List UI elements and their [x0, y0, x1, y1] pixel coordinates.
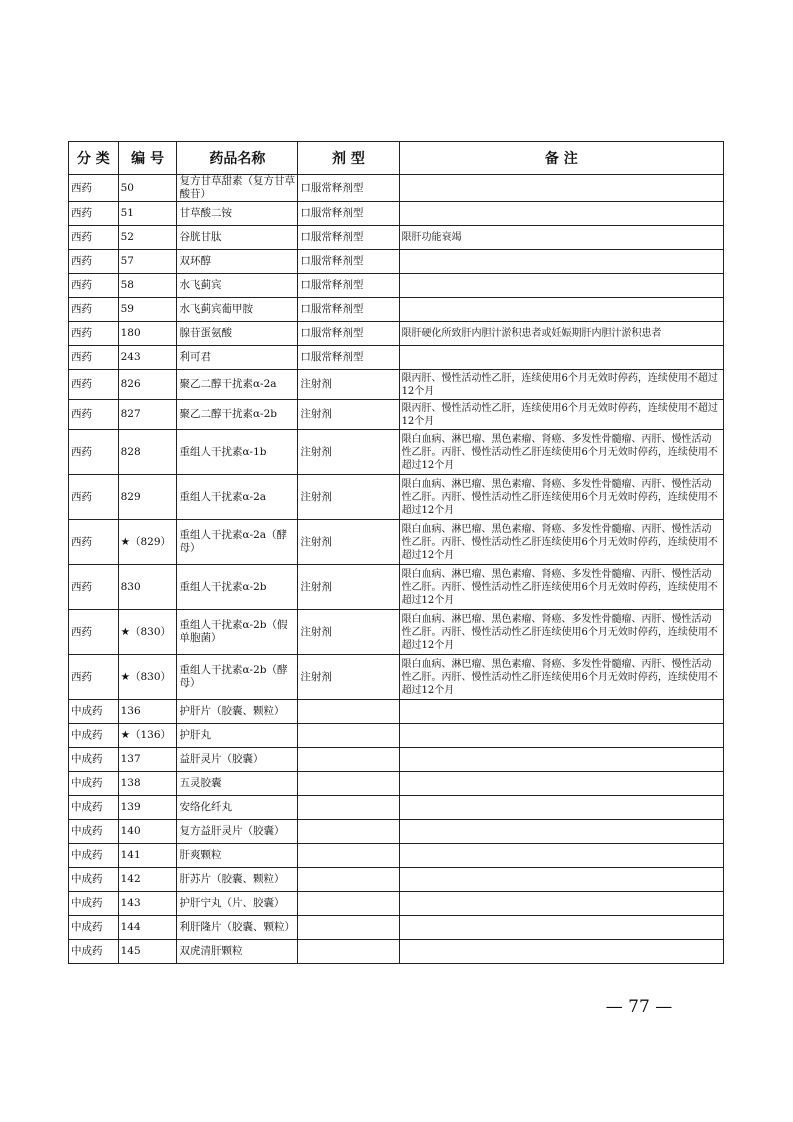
cell-remarks: 限白血病、淋巴瘤、黑色素瘤、肾癌、多发性骨髓瘤、丙肝、慢性活动性乙肝。丙肝、慢性活动性乙肝连续使用6个月无效时停药，连续使用不超过12个月: [399, 610, 723, 655]
cell-dosage-form: [298, 772, 399, 796]
cell-category: 西药: [69, 370, 119, 400]
table-row: [69, 565, 724, 610]
cell-drug-name: 护肝片（胶囊、颗粒）: [177, 700, 298, 724]
cell-remarks: [399, 748, 723, 772]
table-row: [69, 772, 724, 796]
cell-category: 西药: [69, 475, 119, 520]
cell-drug-name: 水飞蓟宾: [177, 274, 298, 298]
cell-remarks: [399, 724, 723, 748]
cell-remarks: 限肝硬化所致肝内胆汁淤积患者或妊娠期肝内胆汁淤积患者: [399, 322, 723, 346]
cell-dosage-form: 注射剂: [298, 610, 399, 655]
cell-remarks: [399, 772, 723, 796]
cell-remarks: [399, 868, 723, 892]
cell-drug-name: 肝苏片（胶囊、颗粒）: [177, 868, 298, 892]
table-row: [69, 844, 724, 868]
cell-remarks: [399, 298, 723, 322]
table-row: [69, 202, 724, 226]
cell-remarks: 限白血病、淋巴瘤、黑色素瘤、肾癌、多发性骨髓瘤、丙肝、慢性活动性乙肝。丙肝、慢性活动性乙肝连续使用6个月无效时停药，连续使用不超过12个月: [399, 655, 723, 700]
cell-remarks: [399, 916, 723, 940]
cell-category: 西药: [69, 610, 119, 655]
cell-code: 58: [118, 274, 177, 298]
cell-category: 西药: [69, 175, 119, 202]
cell-remarks: 限白血病、淋巴瘤、黑色素瘤、肾癌、多发性骨髓瘤、丙肝、慢性活动性乙肝。丙肝、慢性活动性乙肝连续使用6个月无效时停药，连续使用不超过12个月: [399, 565, 723, 610]
table-row: [69, 892, 724, 916]
cell-drug-name: 甘草酸二铵: [177, 202, 298, 226]
cell-drug-name: 五灵胶囊: [177, 772, 298, 796]
table-row: [69, 322, 724, 346]
cell-dosage-form: [298, 700, 399, 724]
table-body: [69, 175, 724, 964]
cell-remarks: 限丙肝、慢性活动性乙肝，连续使用6个月无效时停药，连续使用不超过12个月: [399, 400, 723, 430]
cell-dosage-form: 口服常释剂型: [298, 298, 399, 322]
cell-dosage-form: 注射剂: [298, 520, 399, 565]
cell-dosage-form: [298, 940, 399, 964]
cell-dosage-form: 口服常释剂型: [298, 226, 399, 250]
cell-drug-name: 复方益肝灵片（胶囊）: [177, 820, 298, 844]
cell-drug-name: 重组人干扰素α-2b（酵母）: [177, 655, 298, 700]
table-header: [69, 142, 724, 175]
cell-category: 西药: [69, 430, 119, 475]
cell-remarks: [399, 175, 723, 202]
header-category: 分 类: [69, 142, 119, 175]
table-row: [69, 346, 724, 370]
cell-drug-name: 利肝隆片（胶囊、颗粒）: [177, 916, 298, 940]
cell-remarks: [399, 892, 723, 916]
cell-remarks: [399, 274, 723, 298]
cell-code: 52: [118, 226, 177, 250]
cell-drug-name: 重组人干扰素α-2a（酵母）: [177, 520, 298, 565]
cell-category: 中成药: [69, 748, 119, 772]
table-row: [69, 748, 724, 772]
cell-dosage-form: 注射剂: [298, 370, 399, 400]
cell-dosage-form: 口服常释剂型: [298, 346, 399, 370]
cell-remarks: 限肝功能衰竭: [399, 226, 723, 250]
cell-dosage-form: 注射剂: [298, 565, 399, 610]
table-row: [69, 940, 724, 964]
cell-code: 243: [118, 346, 177, 370]
cell-category: 西药: [69, 274, 119, 298]
cell-dosage-form: [298, 796, 399, 820]
cell-drug-name: 水飞蓟宾葡甲胺: [177, 298, 298, 322]
table-row: [69, 610, 724, 655]
table-row: [69, 370, 724, 400]
cell-category: 中成药: [69, 940, 119, 964]
cell-remarks: [399, 700, 723, 724]
cell-code: 829: [118, 475, 177, 520]
cell-category: 中成药: [69, 916, 119, 940]
cell-category: 中成药: [69, 892, 119, 916]
cell-category: 中成药: [69, 724, 119, 748]
table-row: [69, 868, 724, 892]
cell-drug-name: 护肝丸: [177, 724, 298, 748]
cell-code: 143: [118, 892, 177, 916]
table-row: [69, 724, 724, 748]
cell-dosage-form: 口服常释剂型: [298, 274, 399, 298]
cell-code: ★（830）: [118, 610, 177, 655]
cell-code: 138: [118, 772, 177, 796]
cell-code: 145: [118, 940, 177, 964]
cell-dosage-form: 注射剂: [298, 430, 399, 475]
table-row: [69, 475, 724, 520]
table-row: [69, 430, 724, 475]
cell-code: 141: [118, 844, 177, 868]
cell-dosage-form: [298, 868, 399, 892]
cell-category: 西药: [69, 400, 119, 430]
cell-drug-name: 重组人干扰素α-2b（假单胞菌）: [177, 610, 298, 655]
cell-drug-name: 聚乙二醇干扰素α-2b: [177, 400, 298, 430]
cell-dosage-form: [298, 892, 399, 916]
cell-dosage-form: [298, 844, 399, 868]
cell-category: 西药: [69, 520, 119, 565]
cell-dosage-form: 注射剂: [298, 655, 399, 700]
table-row: [69, 274, 724, 298]
cell-code: 144: [118, 916, 177, 940]
cell-drug-name: 腺苷蛋氨酸: [177, 322, 298, 346]
cell-code: 136: [118, 700, 177, 724]
cell-dosage-form: [298, 748, 399, 772]
cell-category: 西药: [69, 202, 119, 226]
cell-code: 140: [118, 820, 177, 844]
cell-dosage-form: [298, 916, 399, 940]
cell-dosage-form: 口服常释剂型: [298, 250, 399, 274]
cell-remarks: 限白血病、淋巴瘤、黑色素瘤、肾癌、多发性骨髓瘤、丙肝、慢性活动性乙肝。丙肝、慢性活动性乙肝连续使用6个月无效时停药，连续使用不超过12个月: [399, 430, 723, 475]
cell-category: 西药: [69, 250, 119, 274]
table-row: [69, 400, 724, 430]
cell-remarks: [399, 796, 723, 820]
cell-drug-name: 肝爽颗粒: [177, 844, 298, 868]
table-row: [69, 655, 724, 700]
cell-remarks: [399, 346, 723, 370]
cell-drug-name: 聚乙二醇干扰素α-2a: [177, 370, 298, 400]
cell-code: 50: [118, 175, 177, 202]
cell-remarks: 限白血病、淋巴瘤、黑色素瘤、肾癌、多发性骨髓瘤、丙肝、慢性活动性乙肝。丙肝、慢性活动性乙肝连续使用6个月无效时停药，连续使用不超过12个月: [399, 520, 723, 565]
cell-code: 828: [118, 430, 177, 475]
header-remarks: 备 注: [399, 142, 723, 175]
cell-code: ★（829）: [118, 520, 177, 565]
cell-drug-name: 护肝宁丸（片、胶囊）: [177, 892, 298, 916]
table-row: [69, 298, 724, 322]
cell-code: 137: [118, 748, 177, 772]
header-code: 编 号: [118, 142, 177, 175]
cell-drug-name: 重组人干扰素α-2b: [177, 565, 298, 610]
cell-drug-name: 益肝灵片（胶囊）: [177, 748, 298, 772]
cell-drug-name: 重组人干扰素α-1b: [177, 430, 298, 475]
cell-drug-name: 安络化纤丸: [177, 796, 298, 820]
cell-category: 中成药: [69, 700, 119, 724]
cell-dosage-form: [298, 820, 399, 844]
drug-table: [68, 141, 724, 964]
cell-category: 中成药: [69, 796, 119, 820]
table-row: [69, 700, 724, 724]
cell-remarks: [399, 202, 723, 226]
cell-code: 51: [118, 202, 177, 226]
cell-code: 59: [118, 298, 177, 322]
table-row: [69, 226, 724, 250]
cell-dosage-form: 注射剂: [298, 475, 399, 520]
cell-code: ★（830）: [118, 655, 177, 700]
cell-remarks: 限白血病、淋巴瘤、黑色素瘤、肾癌、多发性骨髓瘤、丙肝、慢性活动性乙肝。丙肝、慢性活动性乙肝连续使用6个月无效时停药，连续使用不超过12个月: [399, 475, 723, 520]
cell-code: 180: [118, 322, 177, 346]
cell-remarks: 限丙肝、慢性活动性乙肝，连续使用6个月无效时停药，连续使用不超过12个月: [399, 370, 723, 400]
table-row: [69, 520, 724, 565]
cell-category: 西药: [69, 298, 119, 322]
cell-category: 西药: [69, 346, 119, 370]
cell-drug-name: 双环醇: [177, 250, 298, 274]
cell-dosage-form: 口服常释剂型: [298, 202, 399, 226]
cell-category: 西药: [69, 565, 119, 610]
cell-code: 827: [118, 400, 177, 430]
cell-dosage-form: [298, 724, 399, 748]
cell-drug-name: 谷胱甘肽: [177, 226, 298, 250]
cell-remarks: [399, 250, 723, 274]
cell-code: 830: [118, 565, 177, 610]
cell-drug-name: 复方甘草甜素（复方甘草酸苷）: [177, 175, 298, 202]
page-number: — 77 —: [605, 997, 673, 1017]
cell-code: 57: [118, 250, 177, 274]
cell-category: 中成药: [69, 820, 119, 844]
cell-drug-name: 双虎清肝颗粒: [177, 940, 298, 964]
cell-drug-name: 利可君: [177, 346, 298, 370]
cell-category: 西药: [69, 226, 119, 250]
cell-code: ★（136）: [118, 724, 177, 748]
cell-category: 中成药: [69, 772, 119, 796]
cell-category: 中成药: [69, 868, 119, 892]
cell-category: 西药: [69, 322, 119, 346]
table-row: [69, 796, 724, 820]
table-row: [69, 916, 724, 940]
header-dosage-form: 剂 型: [298, 142, 399, 175]
cell-code: 142: [118, 868, 177, 892]
cell-code: 826: [118, 370, 177, 400]
cell-category: 西药: [69, 655, 119, 700]
table-row: [69, 820, 724, 844]
cell-code: 139: [118, 796, 177, 820]
cell-category: 中成药: [69, 844, 119, 868]
cell-drug-name: 重组人干扰素α-2a: [177, 475, 298, 520]
cell-dosage-form: 注射剂: [298, 400, 399, 430]
cell-remarks: [399, 940, 723, 964]
table-row: [69, 175, 724, 202]
cell-remarks: [399, 820, 723, 844]
cell-remarks: [399, 844, 723, 868]
table-row: [69, 250, 724, 274]
cell-dosage-form: 口服常释剂型: [298, 175, 399, 202]
header-row: [69, 142, 724, 175]
header-drug-name: 药品名称: [177, 142, 298, 175]
cell-dosage-form: 口服常释剂型: [298, 322, 399, 346]
